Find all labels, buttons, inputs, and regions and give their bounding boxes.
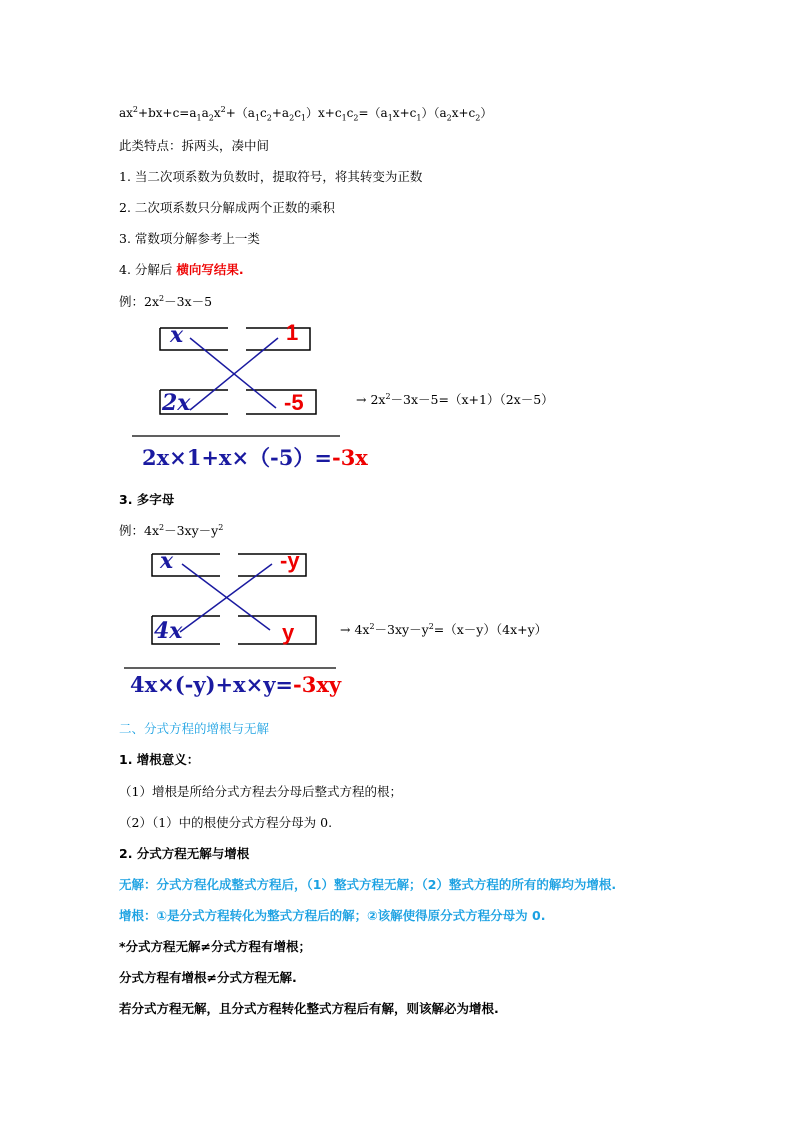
d2-result: → $4x^2-3xy-y^2=(x-y)(4x+y)$ (340, 621, 548, 637)
d2-top-left: x (160, 548, 174, 574)
wujie-title: 2. 分式方程无解与增根 (119, 846, 250, 861)
d1-bottom-left: 2x (162, 390, 191, 416)
d2-check: 4x×(-y)+x×y=-3xy (130, 672, 342, 697)
formula-line: $ax^2+bx+c=a_1a_2x^2+(a_1c_2+a_2c_1)x+c_1c_2=(a_1x+c_1)(a_2x+c_2)$ (119, 105, 493, 123)
d2-bottom-left: 4x (154, 618, 183, 644)
section-3-title: 3. 多字母 (119, 492, 175, 507)
d1-result: → $2x^2-3x-5=(x+1)(2x-5)$ (356, 391, 554, 407)
example-1-label: 例：$2x^2-3x-5$ (119, 293, 213, 309)
rule-2: 2. 二次项系数只分解成两个正数的乘积 (119, 200, 335, 215)
rule-4 (119, 260, 244, 278)
d1-top-right: 1 (286, 320, 299, 345)
rule-3: 3. 常数项分解参考上一类 (119, 231, 260, 246)
cross-diagram-1 (128, 318, 388, 478)
rule-4-emphasis: 横向写结果. (176, 262, 244, 277)
d2-bottom-right: y (282, 620, 295, 645)
rule-4-prefix: 4. 分解后 (119, 262, 177, 277)
note-3: 若分式方程无解，且分式方程转化整式方程后有解，则该解必为增根. (119, 1001, 499, 1016)
wujie-line: 无解：分式方程化成整式方程后，（1）整式方程无解；（2）整式方程的所有的解均为增根. (119, 877, 617, 892)
zenggen-title: 1. 增根意义： (119, 752, 200, 767)
zenggen-item-2: （2）（1）中的根使分式方程分母为 0. (119, 815, 333, 830)
d1-check: 2x×1+x×（-5）=-3x (142, 445, 368, 470)
rule-1: 1. 当二次项系数为负数时，提取符号，将其转变为正数 (119, 169, 423, 184)
note-1: *分式方程无解≠分式方程有增根； (119, 939, 312, 954)
zenggen-line: 增根：①是分式方程转化为整式方程后的解；②该解使得原分式方程分母为 0. (119, 908, 546, 923)
example-2-label: 例：$4x^2-3xy-y^2$ (119, 522, 224, 538)
zenggen-item-1: （1）增根是所给分式方程去分母后整式方程的根； (119, 784, 402, 799)
d2-top-right: -y (280, 548, 300, 573)
note-2: 分式方程有增根≠分式方程无解. (119, 970, 297, 985)
section-two-title: 二、分式方程的增根与无解 (119, 721, 270, 736)
feature-text: 此类特点：拆两头，凑中间 (119, 138, 270, 153)
d1-bottom-right: -5 (284, 390, 304, 415)
d1-top-left: x (170, 322, 184, 348)
